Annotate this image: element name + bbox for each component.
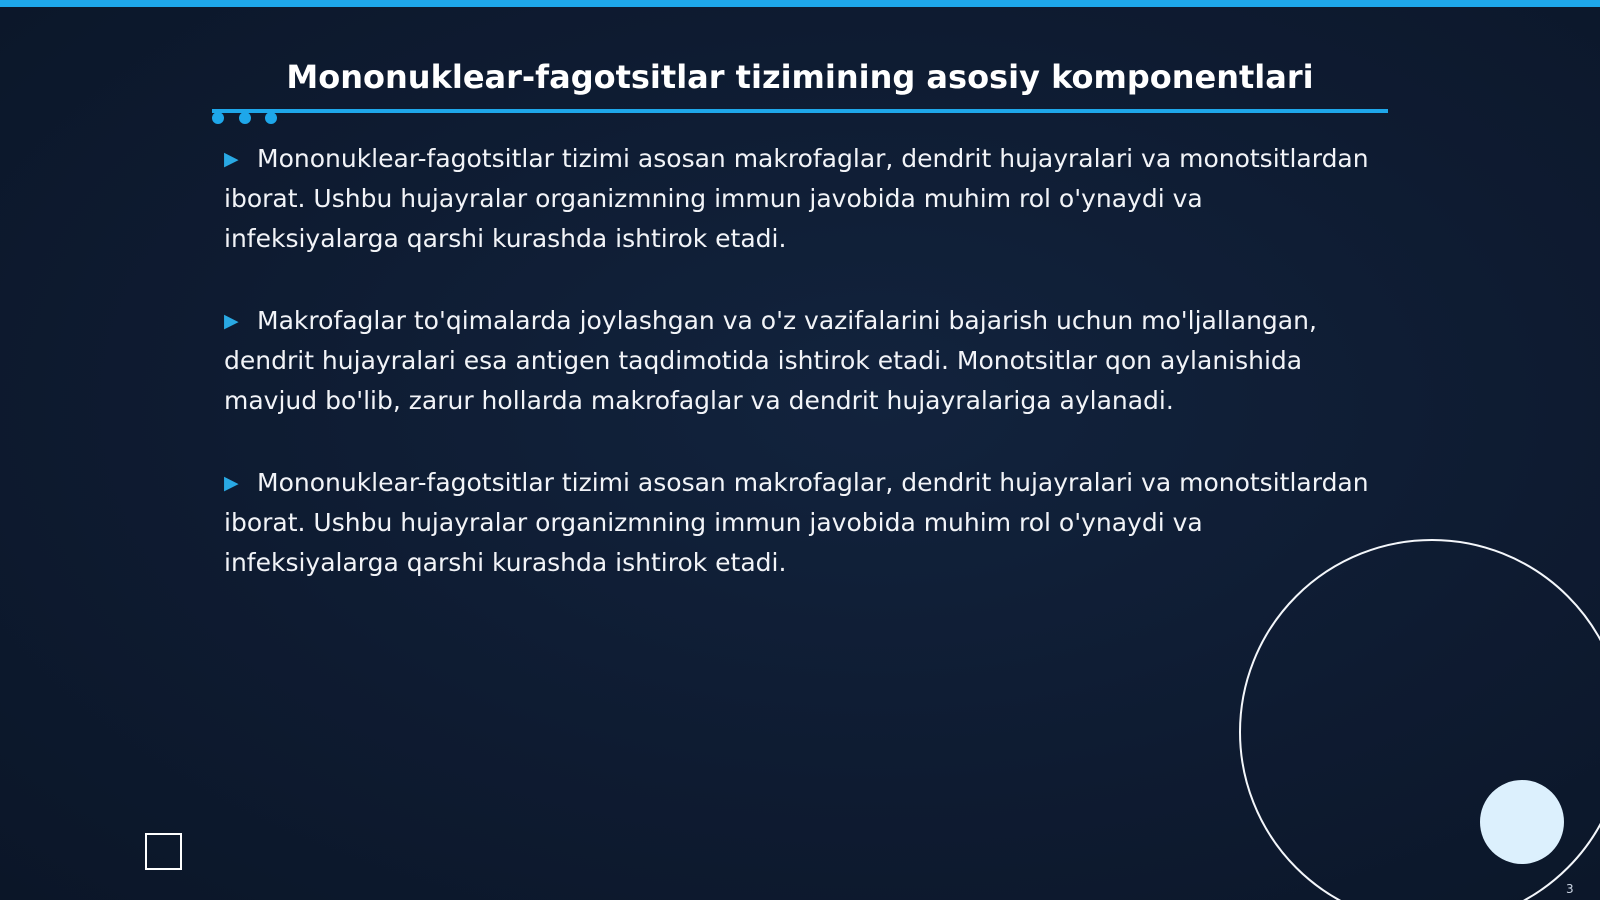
decorative-dot <box>212 112 224 124</box>
decorative-dot <box>265 112 277 124</box>
decorative-circle-filled <box>1480 780 1564 864</box>
decorative-dot <box>239 112 251 124</box>
bullet-paragraph-2 <box>224 301 1376 421</box>
slide-title: Mononuklear-fagotsitlar tizimining asosiy komponentlari <box>286 58 1314 96</box>
paragraph-text: Mononuklear-fagotsitlar tizimi asosan makrofaglar, dendrit hujayralari va monotsitlardan iborat. Ushbu hujayralar organizmning immun javobida muhim rol o'ynaydi va infeksiyalarga qarshi kurashda ishtirok etadi. <box>224 144 1369 253</box>
triangle-bullet-icon: ▶ <box>224 310 239 332</box>
bullet-paragraph-1 <box>224 139 1376 259</box>
title-underline <box>212 109 1388 113</box>
bullet-paragraph-3 <box>224 463 1376 583</box>
slide-body <box>224 139 1376 625</box>
page-number: 3 <box>1566 882 1574 896</box>
paragraph-text: Makrofaglar to'qimalarda joylashgan va o'z vazifalarini bajarish uchun mo'ljallangan, dendrit hujayralari esa antigen taqdimotida ishtirok etadi. Monotsitlar qon aylanishida mavjud bo'lib, zarur hollarda makrofaglar va dendrit hujayralariga aylanadi. <box>224 306 1317 415</box>
top-accent-bar <box>0 0 1600 7</box>
triangle-bullet-icon: ▶ <box>224 148 239 170</box>
decorative-square <box>145 833 182 870</box>
triangle-bullet-icon: ▶ <box>224 472 239 494</box>
paragraph-text: Mononuklear-fagotsitlar tizimi asosan makrofaglar, dendrit hujayralari va monotsitlardan iborat. Ushbu hujayralar organizmning immun javobida muhim rol o'ynaydi va infeksiyalarga qarshi kurashda ishtirok etadi. <box>224 468 1369 577</box>
